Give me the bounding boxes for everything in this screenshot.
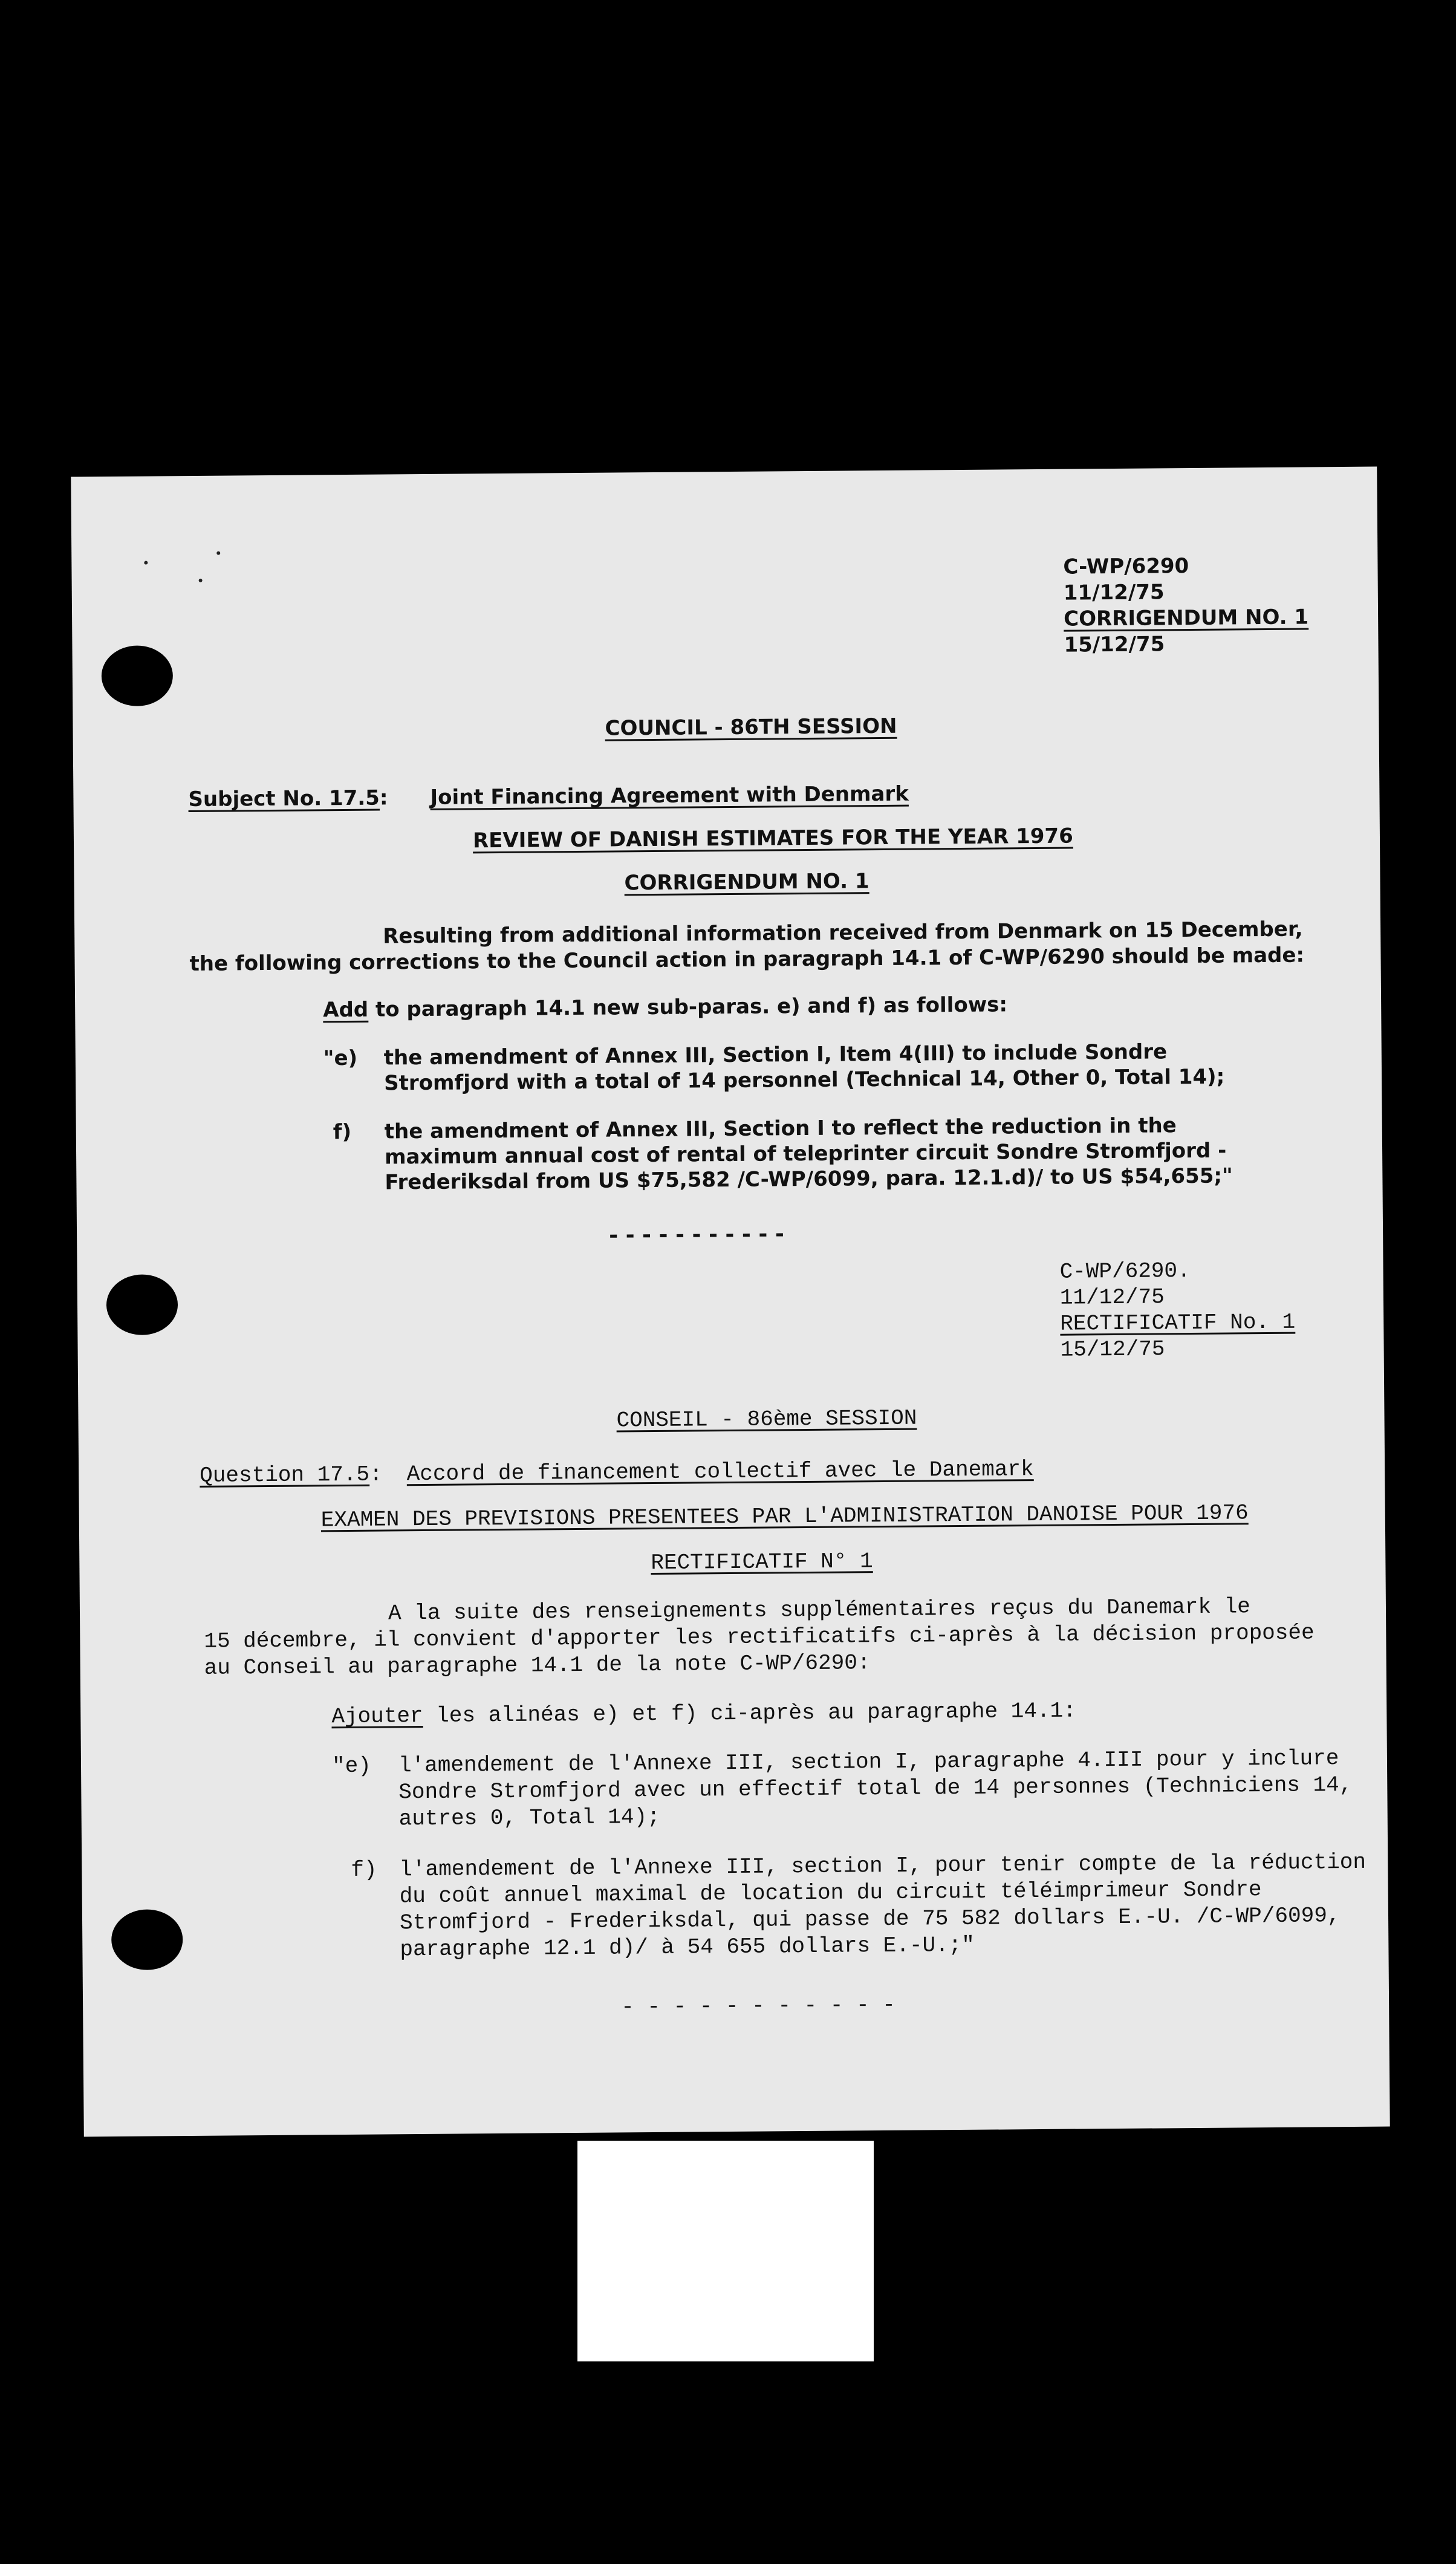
punch-hole-top [101, 645, 173, 706]
fr-item-e-label: "e) [331, 1753, 371, 1779]
review-title: REVIEW OF DANISH ESTIMATES FOR THE YEAR 1976 [472, 824, 1073, 853]
paper-speck [216, 552, 220, 555]
fr-intro-line-1: A la suite des renseignements supplémentaires reçus du Danemark le [388, 1594, 1250, 1626]
intro-line-1: Resulting from additional information received from Denmark on 15 December, [383, 917, 1303, 949]
item-f-line-3: Frederiksdal from US $75,582 /C-WP/6099, para. 12.1.d)/ to US $54,655;" [385, 1163, 1233, 1195]
corrigendum-reference: CORRIGENDUM NO. 1 [1063, 605, 1309, 631]
fr-intro-line-3: au Conseil au paragraphe 14.1 de la note C-WP/6290: [204, 1650, 871, 1681]
subject-colon: : [379, 786, 388, 810]
fr-item-f-line-3: Stromfjord - Frederiksdal, qui passe de 75 582 dollars E.-U. /C-WP/6099, [399, 1903, 1341, 1936]
fr-item-f-line-1: l'amendement de l'Annexe III, section I, pour tenir compte de la réduction [399, 1849, 1367, 1882]
item-e-line-2: Stromfjord with a total of 14 personnel (Technical 14, Other 0, Total 14); [383, 1064, 1225, 1096]
fr-rectificatif-date: 15/12/75 [1060, 1336, 1165, 1362]
fr-item-f-label: f) [351, 1857, 377, 1882]
fr-question-colon: : [369, 1462, 383, 1487]
fr-doc-reference: C-WP/6290. [1059, 1258, 1191, 1284]
fr-add-word: Ajouter [331, 1703, 423, 1729]
corrigendum-date: 15/12/75 [1064, 632, 1165, 657]
session-title: COUNCIL - 86TH SESSION [605, 714, 897, 741]
fr-item-f-line-4: paragraphe 12.1 d)/ à 54 655 dollars E.-U.;" [400, 1932, 975, 1962]
fr-rectificatif-reference: RECTIFICATIF No. 1 [1060, 1309, 1296, 1336]
add-rest: to paragraph 14.1 new sub-paras. e) and f) as follows: [368, 992, 1008, 1022]
fr-question-label: Question 17.5 [200, 1462, 370, 1488]
fr-item-e-line-3: autres 0, Total 14); [398, 1804, 660, 1832]
corrigendum-title: CORRIGENDUM NO. 1 [624, 869, 869, 896]
fr-intro-line-2: 15 décembre, il convient d'apporter les rectificatifs ci-après à la décision proposée [204, 1620, 1315, 1654]
subject-label: Subject No. 17.5 [188, 786, 380, 812]
intro-line-2: the following corrections to the Council action in paragraph 14.1 of C-WP/6290 should be made: [189, 943, 1305, 977]
document-page [71, 467, 1389, 2137]
paper-speck [144, 561, 148, 565]
fr-exam-title: EXAMEN DES PREVISIONS PRESENTEES PAR L'ADMINISTRATION DANOISE POUR 1976 [320, 1500, 1249, 1533]
fr-session-title: CONSEIL - 86ème SESSION [616, 1405, 917, 1433]
fr-question-title: Accord de financement collectif avec le Danemark [406, 1457, 1034, 1487]
fr-rectificatif-title: RECTIFICATIF N° 1 [651, 1549, 873, 1576]
punch-hole-middle [106, 1274, 178, 1335]
item-f-label: f) [333, 1119, 352, 1145]
fr-add-rest: les alinéas e) et f) ci-après au paragraphe 14.1: [423, 1698, 1076, 1729]
item-f-line-2: maximum annual cost of rental of teleprinter circuit Sondre Stromfjord - [384, 1138, 1227, 1170]
punch-hole-bottom [111, 1909, 183, 1970]
subject-line [188, 781, 909, 812]
fr-item-e-line-2: Sondre Stromfjord avec un effectif total de 14 personnes (Techniciens 14, [398, 1772, 1353, 1805]
paper-speck [199, 579, 203, 582]
item-e-label: "e) [323, 1046, 358, 1071]
fr-question-line [200, 1459, 1034, 1487]
doc-reference: C-WP/6290 [1063, 554, 1189, 579]
fr-item-f-line-2: du coût annuel maximal de location du circuit téléimprimeur Sondre [399, 1877, 1262, 1909]
fr-add-instruction [331, 1700, 1076, 1728]
blank-label-card [577, 2141, 874, 2361]
section-separator: - - - - - - - - - - - [608, 1222, 784, 1248]
fr-item-e-line-1: l'amendement de l'Annexe III, section I, paragraphe 4.III pour y inclure [398, 1746, 1339, 1778]
doc-date: 11/12/75 [1063, 580, 1165, 605]
subject-title: Joint Financing Agreement with Denmark [430, 781, 909, 810]
item-e-line-1: the amendment of Annex III, Section I, Item 4(III) to include Sondre [383, 1040, 1168, 1070]
fr-doc-date: 11/12/75 [1059, 1284, 1165, 1310]
add-instruction [323, 992, 1008, 1023]
add-word: Add [323, 997, 369, 1023]
item-f-line-1: the amendment of Annex III, Section I to reflect the reduction in the [384, 1113, 1177, 1144]
fr-section-separator: - - - - - - - - - - - [620, 1992, 895, 2020]
